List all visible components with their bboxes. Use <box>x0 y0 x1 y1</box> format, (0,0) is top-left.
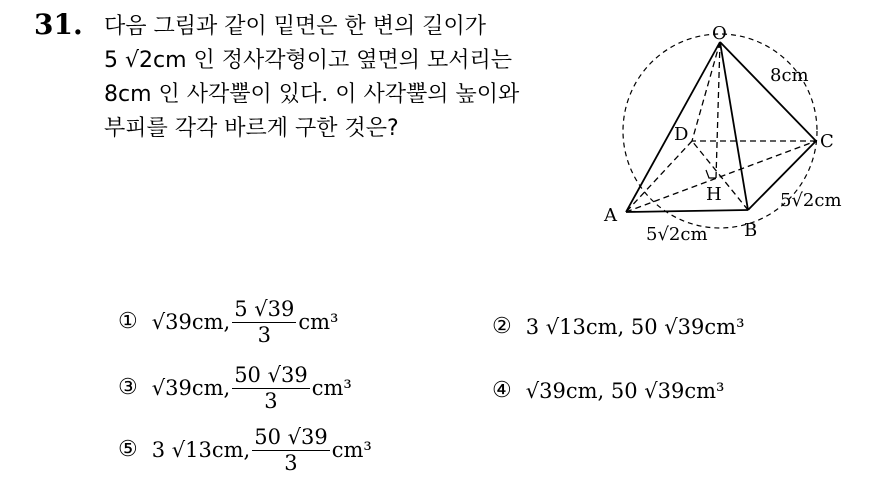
question-number: 31. <box>34 8 83 41</box>
question-line: 5 √2cm 인 정사각형이고 옆면의 모서리는 <box>104 48 513 73</box>
choice-height: 3 √13cm, <box>151 437 251 462</box>
choice-number: ⑤ <box>118 437 138 462</box>
fraction-denominator: 3 <box>264 389 278 413</box>
choice-4[interactable] <box>492 378 724 403</box>
fraction-denominator: 3 <box>257 323 271 347</box>
fraction-numerator: 50 √39 <box>254 425 328 449</box>
question-line: 부피를 각각 바르게 구한 것은? <box>104 116 399 141</box>
choice-volume-fraction <box>232 362 310 413</box>
choice-3[interactable] <box>118 362 352 413</box>
edge-od <box>692 42 720 141</box>
choice-unit: cm³ <box>331 437 372 462</box>
question-line: 다음 그림과 같이 밑면은 한 변의 길이가 <box>104 14 486 39</box>
right-angle-mark <box>706 170 716 178</box>
edge-ab <box>626 210 748 212</box>
vertex-d-label: D <box>674 124 689 145</box>
choice-height: √39cm, <box>151 309 231 334</box>
question-line: 8cm 인 사각뿔이 있다. 이 사각뿔의 높이와 <box>104 82 520 107</box>
fraction-denominator: 3 <box>284 451 298 475</box>
vertex-b-label: B <box>744 220 758 241</box>
choice-number: ① <box>118 309 138 334</box>
pyramid-figure <box>596 20 884 252</box>
choice-number: ② <box>492 314 512 339</box>
choice-number: ④ <box>492 378 512 403</box>
choice-2[interactable] <box>492 314 745 339</box>
choice-answer: 3 √13cm, 50 √39cm³ <box>525 314 745 339</box>
vertex-a-label: A <box>604 205 617 226</box>
fraction-numerator: 50 √39 <box>234 363 308 387</box>
edge-bc-label: 5√2cm <box>780 190 842 211</box>
vertex-h-label: H <box>706 184 722 205</box>
fraction-numerator: 5 √39 <box>234 297 295 321</box>
choice-5[interactable] <box>118 424 372 475</box>
vertex-c-label: C <box>820 131 834 152</box>
vertex-o-label: O <box>712 23 727 44</box>
choice-number: ③ <box>118 375 138 400</box>
choice-answer: √39cm, 50 √39cm³ <box>525 378 725 403</box>
choice-height: √39cm, <box>151 375 231 400</box>
choice-unit: cm³ <box>311 375 352 400</box>
choice-1[interactable] <box>118 296 338 347</box>
choice-unit: cm³ <box>298 309 339 334</box>
choice-volume-fraction <box>252 424 330 475</box>
edge-ab-label: 5√2cm <box>646 224 708 245</box>
choice-volume-fraction <box>232 296 296 347</box>
question-text <box>104 10 604 146</box>
lateral-edge-label: 8cm <box>770 65 809 86</box>
height-oh <box>716 42 720 178</box>
